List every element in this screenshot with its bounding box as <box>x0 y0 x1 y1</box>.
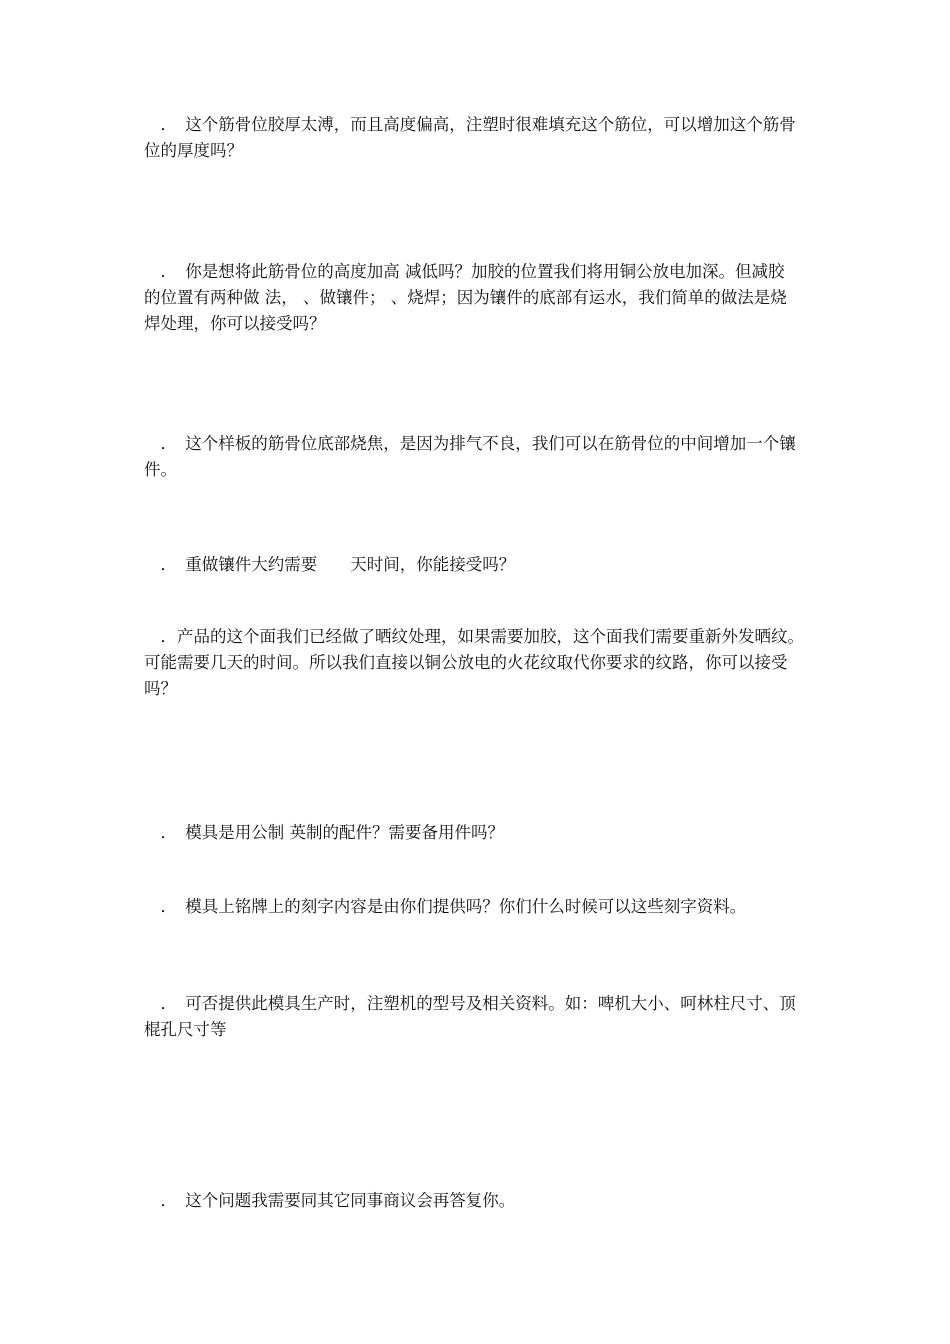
paragraph-7 <box>144 894 894 920</box>
line: 位的厚度吗？ <box>144 141 243 160</box>
line: 棍孔尺寸等 <box>144 1020 227 1039</box>
paragraph-1 <box>144 112 894 164</box>
paragraph-8 <box>144 991 894 1043</box>
line: ． 这个样板的筋骨位底部烧焦，是因为排气不良，我们可以在筋骨位的中间增加一个镶 <box>144 434 796 453</box>
line: ． 重做镶件大约需要 天时间，你能接受吗？ <box>144 555 516 574</box>
line: ． 你是想将此筋骨位的高度加高 减低吗？加胶的位置我们将用铜公放电加深。但减胶 <box>144 262 785 281</box>
line: 件。 <box>144 460 177 479</box>
line: ． 模具是用公制 英制的配件？需要备用件吗？ <box>144 823 504 842</box>
paragraph-5 <box>144 624 894 702</box>
paragraph-3 <box>144 431 894 483</box>
line: ． 可否提供此模具生产时，注塑机的型号及相关资料。如：啤机大小、呵林柱尺寸、顶 <box>144 994 796 1013</box>
paragraph-6 <box>144 820 894 846</box>
line: 吗？ <box>144 679 177 698</box>
line: ． 这个筋骨位胶厚太溥，而且高度偏高，注塑时很难填充这个筋位，可以增加这个筋骨 <box>144 115 796 134</box>
line: 焊处理，你可以接受吗？ <box>144 314 326 333</box>
line: ． 模具上铭牌上的刻字内容是由你们提供吗？你们什么时候可以这些刻字资料。 <box>144 897 747 916</box>
line: 可能需要几天的时间。所以我们直接以铜公放电的火花纹取代你要求的纹路，你可以接受 <box>144 653 788 672</box>
line: ．产品的这个面我们已经做了晒纹处理，如果需要加胶，这个面我们需要重新外发晒纹。 <box>144 627 804 646</box>
line: ． 这个问题我需要同其它同事商议会再答复你。 <box>144 1191 516 1210</box>
line: 的位置有两种做 法， 、做镶件； 、烧焊；因为镶件的底部有运水，我们简单的做法是烧 <box>144 288 787 307</box>
paragraph-9 <box>144 1188 894 1214</box>
paragraph-4 <box>144 552 894 578</box>
paragraph-2 <box>144 259 894 337</box>
